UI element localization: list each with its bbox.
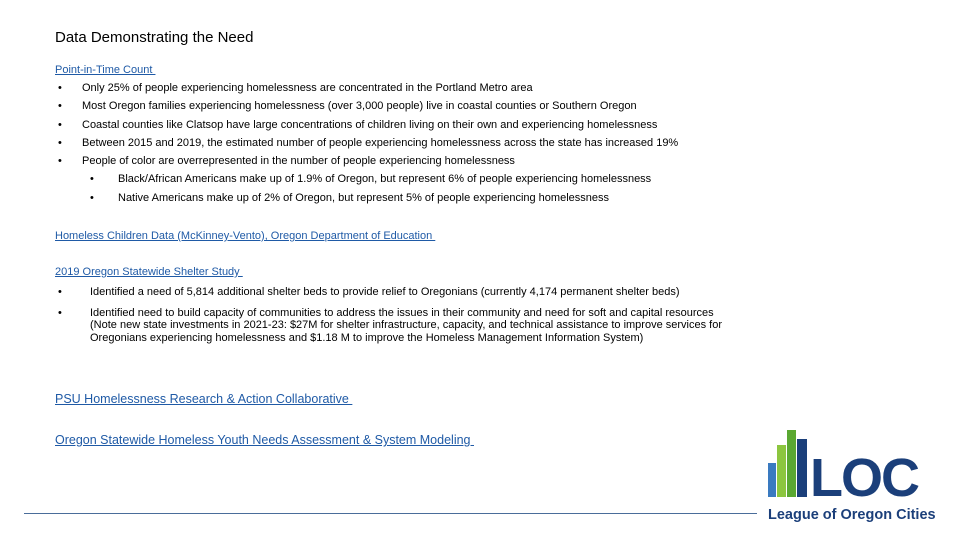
- list-item: [55, 79, 678, 97]
- shelter-list: [55, 286, 735, 352]
- list-item: [55, 116, 678, 134]
- list-item: [55, 134, 678, 152]
- shelter-study-link[interactable]: 2019 Oregon Statewide Shelter Study: [55, 266, 243, 278]
- bullet: •: [58, 118, 62, 131]
- list-item-text: Most Oregon families experiencing homelessness (over 3,000 people) live in coastal counties or Southern Oregon: [82, 100, 637, 113]
- bullet: •: [58, 136, 62, 149]
- list-item: [55, 286, 735, 299]
- loc-logo: [760, 425, 940, 525]
- list-item-text: Between 2015 and 2019, the estimated number of people experiencing homelessness across the state has increased 19%: [82, 136, 679, 149]
- bullet: •: [58, 100, 62, 113]
- logo-text: LOC: [810, 448, 918, 508]
- sub-list-item: [55, 170, 678, 188]
- footer-divider: [24, 513, 757, 514]
- oregon-bars-icon: [768, 430, 807, 497]
- logo-bar-green: [787, 430, 796, 497]
- list-item: [55, 307, 735, 345]
- list-item: [55, 97, 678, 115]
- list-item: [55, 152, 678, 170]
- list-item-text: Identified need to build capacity of communities to address the issues in their community and need for soft and capital resources (Note new state investments in 2021-23: $27M for shelter infrastructure, capacity, and technical assistance to improve services for Oregonians experiencing homelessness and $1.18 M to improve the Homeless Management Information System): [90, 306, 722, 344]
- logo-bar-blue: [768, 463, 776, 497]
- sub-list-item-text: Black/African Americans make up of 1.9% of Oregon, but represent 6% of people experiencing homelessness: [118, 173, 652, 186]
- list-item-text: People of color are overrepresented in the number of people experiencing homelessness: [82, 155, 515, 168]
- psu-research-collaborative-link[interactable]: PSU Homelessness Research & Action Collaborative: [55, 392, 353, 406]
- bullet: •: [90, 173, 94, 186]
- list-item-text: Coastal counties like Clatsop have large concentrations of children living on their own and experiencing homelessness: [82, 118, 658, 131]
- page-title: Data Demonstrating the Need: [55, 29, 254, 46]
- logo-bar-green-light: [777, 445, 786, 497]
- bullet: •: [58, 155, 62, 168]
- sub-list-item: [55, 189, 678, 207]
- bullet: •: [58, 306, 62, 319]
- bullet: •: [90, 191, 94, 204]
- youth-needs-assessment-link[interactable]: Oregon Statewide Homeless Youth Needs Assessment & System Modeling: [55, 433, 474, 447]
- logo-bar-navy: [797, 439, 807, 497]
- point-in-time-count-link[interactable]: Point-in-Time Count: [55, 64, 156, 76]
- list-item-text: Identified a need of 5,814 additional shelter beds to provide relief to Oregonians (currently 4,174 permanent shelter beds): [90, 286, 680, 298]
- pit-list: [55, 79, 678, 207]
- sub-list-item-text: Native Americans make up of 2% of Oregon, but represent 5% of people experiencing homelessness: [118, 191, 609, 204]
- homeless-children-data-link[interactable]: Homeless Children Data (McKinney-Vento), Oregon Department of Education: [55, 230, 436, 242]
- list-item-text: Only 25% of people experiencing homelessness are concentrated in the Portland Metro area: [82, 82, 533, 94]
- bullet: •: [58, 286, 62, 298]
- bullet: •: [58, 82, 62, 94]
- logo-tagline: League of Oregon Cities: [768, 507, 936, 523]
